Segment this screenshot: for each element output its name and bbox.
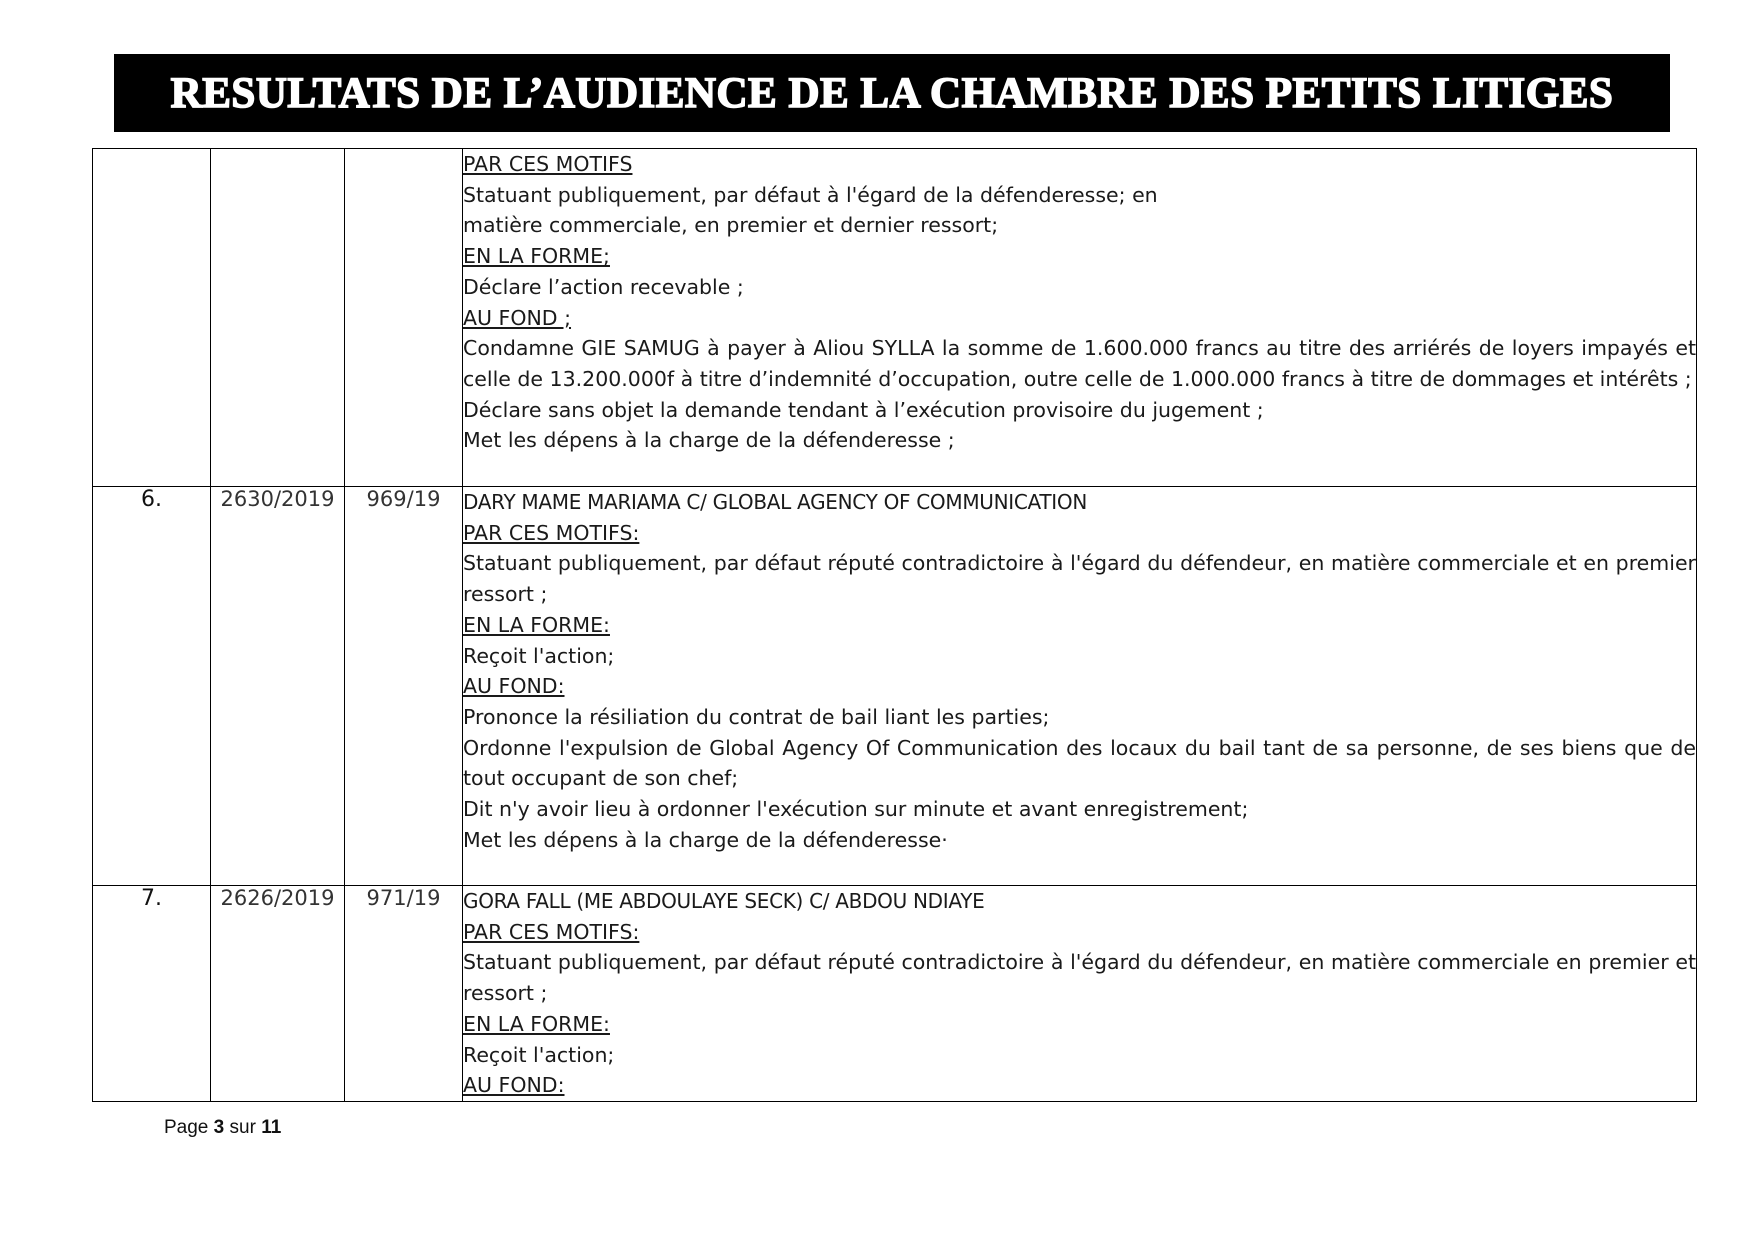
heading-motifs: PAR CES MOTIFS:	[463, 520, 640, 545]
decision-line: Statuant publiquement, par défaut réputé contradictoire à l'égard du défendeur, en matière commerciale en premier et ressort ;	[463, 950, 1696, 1006]
heading-forme: EN LA FORME:	[463, 1011, 610, 1036]
rg-number: 2630/2019	[211, 487, 345, 886]
decision-line: Statuant publiquement, par défaut réputé contradictoire à l'égard du défendeur, en matière commerciale et en premier ressort ;	[463, 551, 1696, 607]
decision-line: Met les dépens à la charge de la défenderesse ;	[463, 428, 955, 453]
heading-fond: AU FOND ;	[463, 305, 572, 330]
case-parties: GORA FALL (ME ABDOULAYE SECK) C/ ABDOU NDIAYE	[463, 889, 985, 913]
page-current: 3	[213, 1117, 225, 1138]
decision-line: Prononce la résiliation du contrat de bail liant les parties;	[463, 704, 1050, 729]
page-total: 11	[261, 1117, 282, 1138]
row-number	[93, 149, 211, 487]
table-row	[93, 487, 1697, 886]
results-table	[92, 148, 1697, 1102]
heading-forme: EN LA FORME:	[463, 612, 610, 637]
decision-line: Ordonne l'expulsion de Global Agency Of Communication des locaux du bail tant de sa personne, de ses biens que de tout occupant de son chef;	[463, 735, 1696, 791]
judgment-number: 969/19	[345, 487, 463, 886]
decision-line: Déclare l’action recevable ;	[463, 274, 744, 299]
page-footer	[164, 1117, 281, 1139]
page-separator: sur	[229, 1117, 256, 1138]
decision-text	[463, 149, 1697, 487]
decision-text	[463, 886, 1697, 1102]
heading-motifs: PAR CES MOTIFS	[463, 152, 633, 176]
heading-fond: AU FOND:	[463, 674, 565, 699]
decision-line: Dit n'y avoir lieu à ordonner l'exécution sur minute et avant enregistrement;	[463, 797, 1249, 822]
row-number: 7.	[93, 886, 211, 1102]
heading-fond: AU FOND:	[463, 1073, 565, 1098]
page-title: RESULTATS DE L’AUDIENCE DE LA CHAMBRE DES PETITS LITIGES	[170, 69, 1614, 117]
page-title-banner	[114, 54, 1670, 132]
judgment-number	[345, 149, 463, 487]
decision-line: Condamne GIE SAMUG à payer à Aliou SYLLA la somme de 1.600.000 francs au titre des arriérés de loyers impayés et celle de 13.200.000f à titre d’indemnité d’occupation, outre celle de 1.000.000 francs à titre de dommages et intérêts ;	[463, 336, 1696, 391]
table-row	[93, 149, 1697, 487]
heading-forme: EN LA FORME;	[463, 244, 610, 269]
judgment-number: 971/19	[345, 886, 463, 1102]
rg-number	[211, 149, 345, 487]
decision-line: matière commerciale, en premier et dernier ressort;	[463, 213, 999, 238]
decision-line: Reçoit l'action;	[463, 1042, 615, 1067]
row-number: 6.	[93, 487, 211, 886]
decision-line: Statuant publiquement, par défaut à l'égard de la défenderesse; en	[463, 182, 1158, 207]
decision-line: Déclare sans objet la demande tendant à l’exécution provisoire du jugement ;	[463, 397, 1264, 422]
decision-text	[463, 487, 1697, 886]
rg-number: 2626/2019	[211, 886, 345, 1102]
case-parties: DARY MAME MARIAMA C/ GLOBAL AGENCY OF COMMUNICATION	[463, 490, 1087, 514]
decision-line: Reçoit l'action;	[463, 643, 615, 668]
heading-motifs: PAR CES MOTIFS:	[463, 919, 640, 944]
table-row	[93, 886, 1697, 1102]
page-label: Page	[164, 1117, 209, 1138]
decision-line: Met les dépens à la charge de la défenderesse·	[463, 827, 948, 852]
